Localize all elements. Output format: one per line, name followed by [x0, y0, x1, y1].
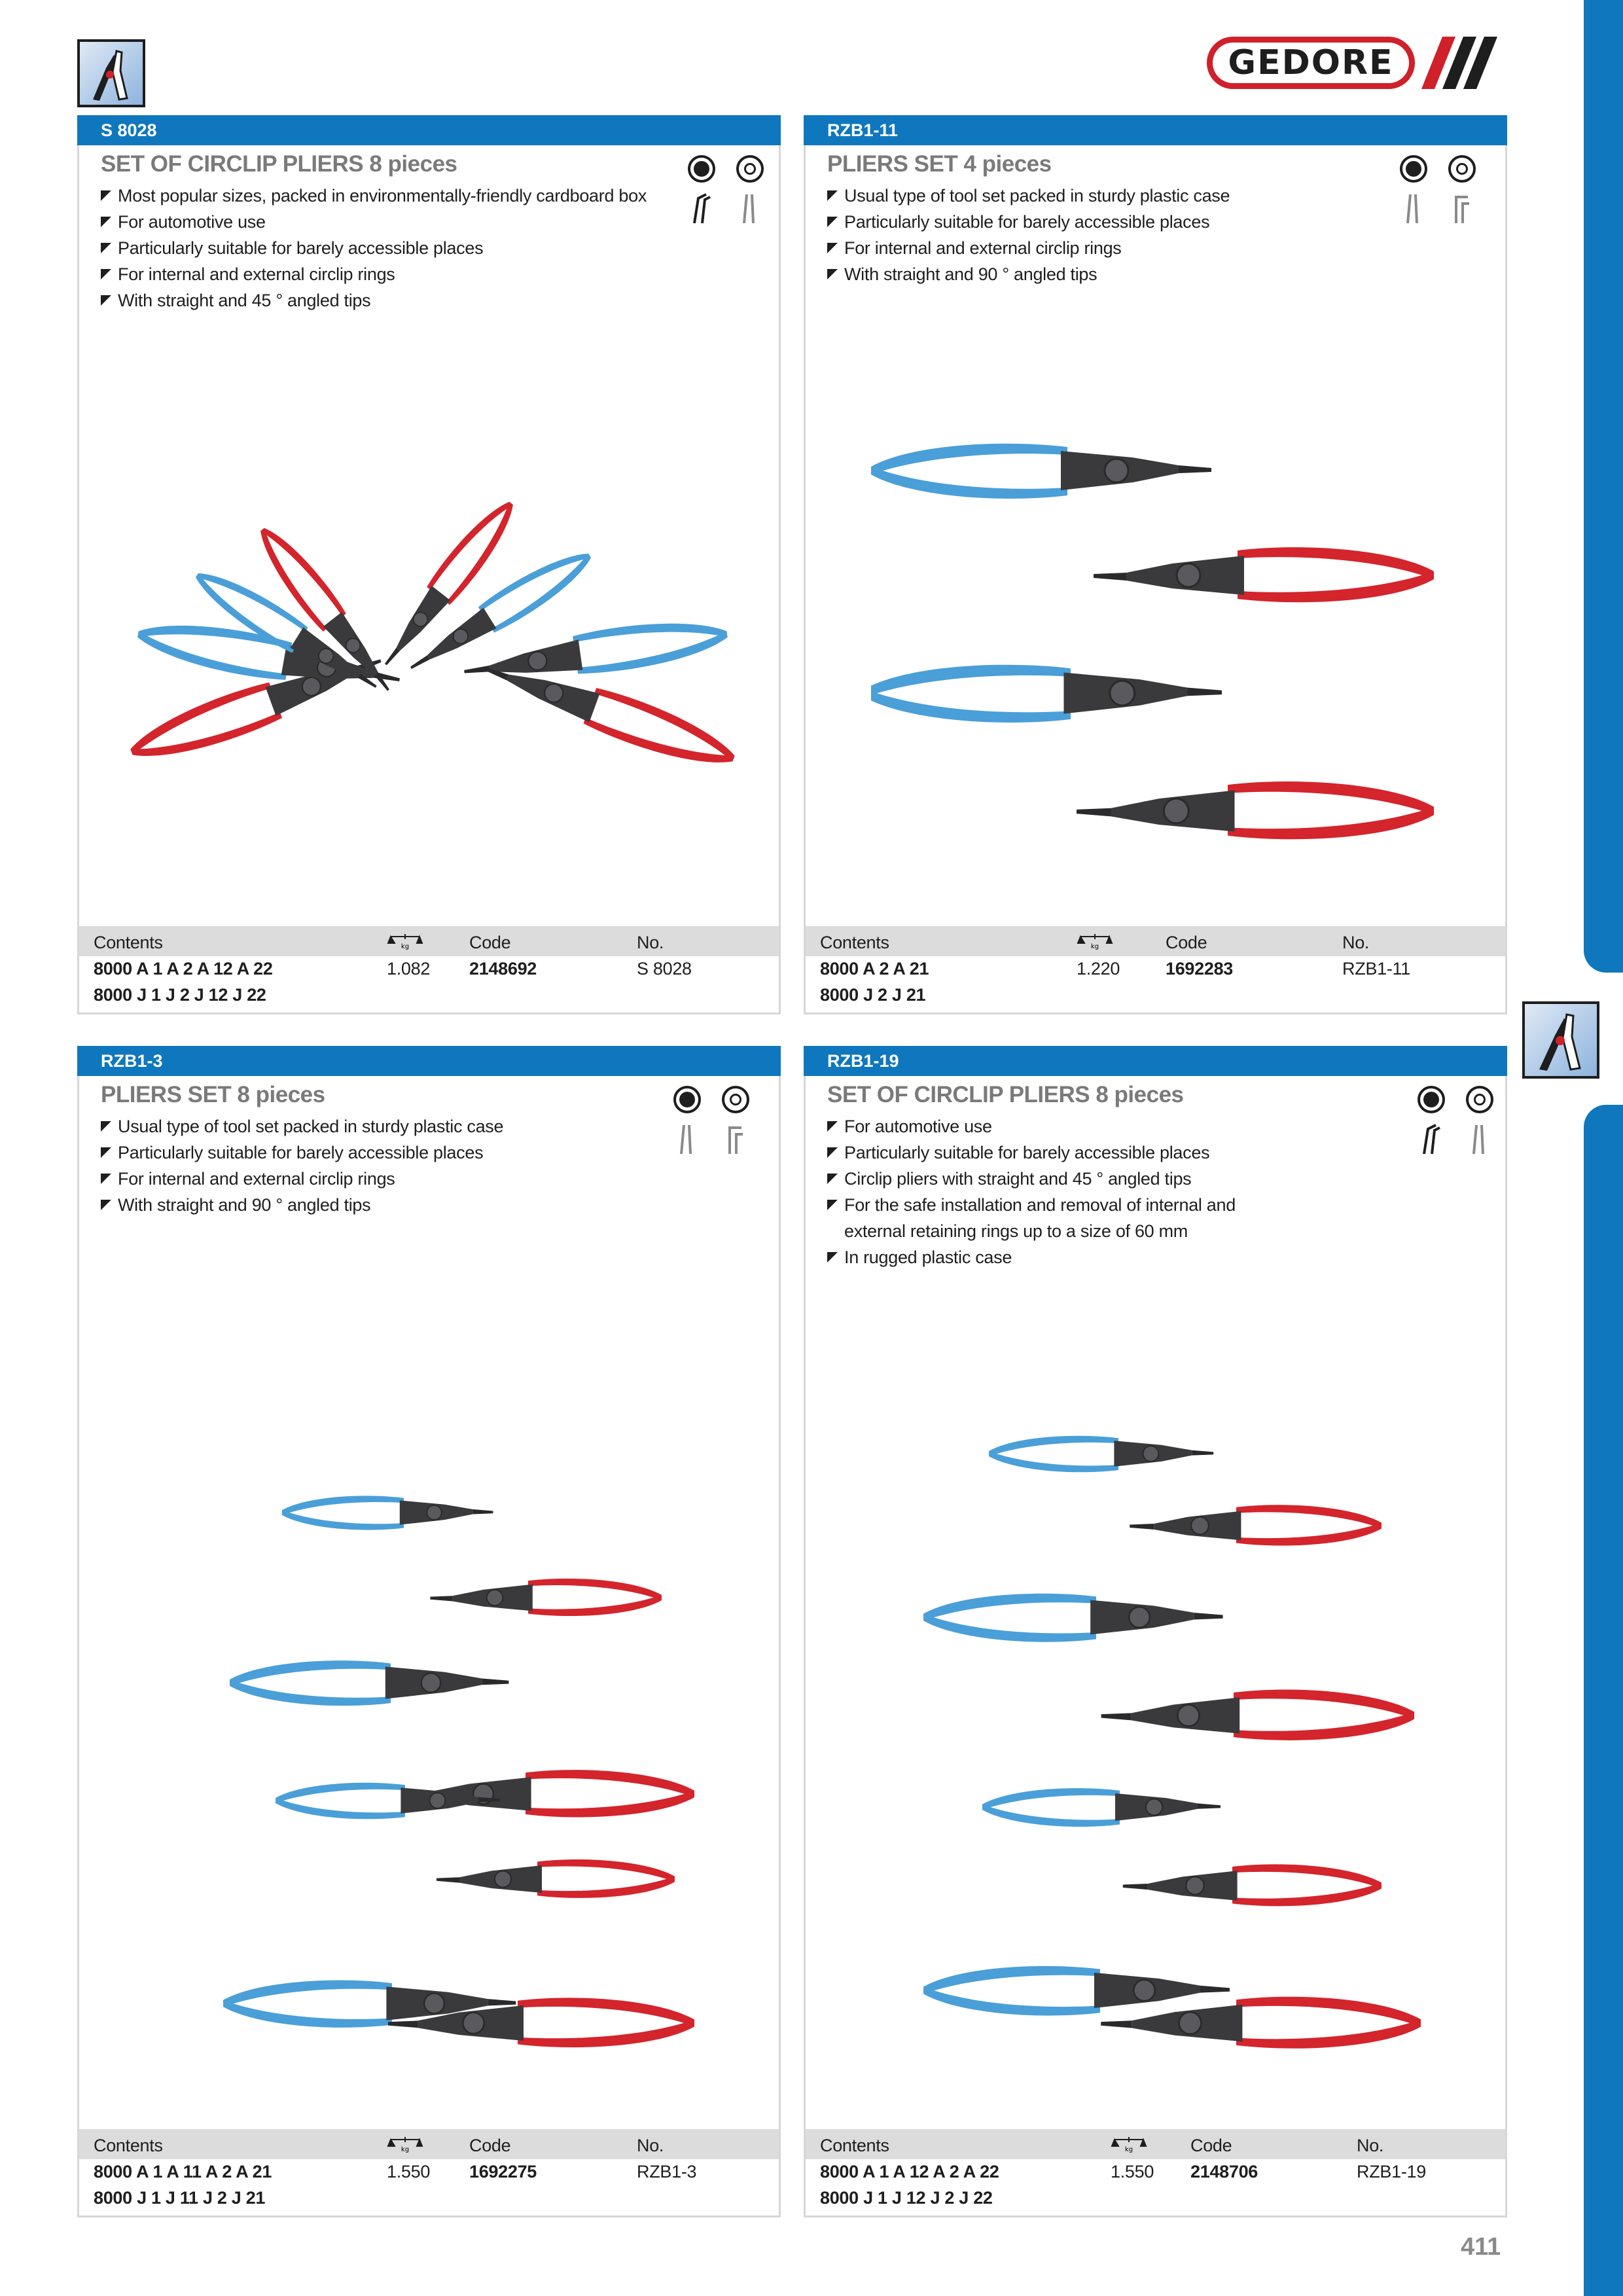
col-no: No.: [637, 2136, 664, 2155]
weight-value: 1.550: [1111, 2162, 1154, 2181]
pliers-category-icon: [77, 39, 145, 107]
svg-text:kg: kg: [1124, 2146, 1133, 2153]
table-row: 8000 J 1 J 12 J 2 J 22: [820, 2188, 993, 2208]
feature-item: With straight and 45 ° angled tips: [101, 287, 677, 314]
code-value: 1692275: [469, 2162, 537, 2181]
product-title: SET OF CIRCLIP PLIERS 8 pieces: [827, 1082, 1184, 1107]
spec-icons: [688, 155, 773, 227]
product-number: RZB1-11: [804, 115, 1507, 145]
table-row: 8000 J 1 J 11 J 2 J 21: [94, 2188, 266, 2208]
product-table: [806, 926, 1505, 1009]
feature-item: Usual type of tool set packed in sturdy plastic case: [827, 183, 1403, 209]
col-code: Code: [1166, 933, 1207, 952]
external-ring-icon: [1418, 1086, 1445, 1113]
feature-item: With straight and 90 ° angled tips: [101, 1192, 677, 1218]
feature-item: In rugged plastic case: [827, 1244, 1285, 1270]
feature-item: For internal and external circlip rings: [827, 235, 1403, 261]
feature-item: Particularly suitable for barely accessible places: [827, 1139, 1285, 1166]
product-title: PLIERS SET 8 pieces: [101, 1082, 325, 1107]
feature-item: For the safe installation and removal of internal and external retaining rings up to a size of 60 mm: [827, 1192, 1285, 1244]
feature-item: Particularly suitable for barely accessible places: [101, 1139, 677, 1166]
table-row: 8000 A 2 A 21 1.220 1692283 RZB1-11: [820, 959, 1410, 978]
spec-icons: [673, 1086, 758, 1158]
spec-icons: [1418, 1086, 1503, 1158]
feature-item: Particularly suitable for barely accessible places: [101, 235, 677, 261]
page-number: 411: [1461, 2233, 1501, 2261]
weight-value: 1.550: [387, 2162, 431, 2181]
col-no: No.: [1357, 2136, 1384, 2155]
product-panel-rzb1-3: [77, 1046, 781, 2217]
col-contents: Contents: [94, 933, 163, 952]
internal-ring-icon: [722, 1086, 749, 1113]
feature-item: Most popular sizes, packed in environmentally-friendly cardboard box: [101, 183, 677, 209]
table-row: 8000 J 2 J 21: [820, 985, 926, 1005]
logo-text: GEDORE: [1228, 43, 1394, 82]
product-image: [871, 418, 1460, 903]
product-table: [79, 926, 779, 1009]
angled-tip-icon: [690, 192, 713, 224]
feature-list: [101, 183, 677, 314]
product-panel-s8028: [77, 115, 781, 1014]
gedore-logo: [1207, 37, 1501, 89]
code-value: 2148706: [1190, 2162, 1258, 2181]
product-image: [118, 484, 747, 889]
feature-list: [827, 183, 1403, 287]
feature-item: With straight and 90 ° angled tips: [827, 261, 1403, 287]
no-value: S 8028: [637, 959, 692, 978]
internal-ring-icon: [1448, 155, 1476, 183]
table-row: 8000 A 1 A 11 A 2 A 21 1.550 1692275 RZB1-3: [94, 2162, 697, 2181]
angled-90-tip-icon: [724, 1122, 747, 1155]
svg-text:kg: kg: [1090, 943, 1099, 950]
col-contents: Contents: [820, 933, 889, 952]
angled-tip-icon: [1420, 1122, 1442, 1155]
feature-item: For automotive use: [827, 1113, 1285, 1139]
internal-ring-icon: [736, 155, 764, 183]
col-no: No.: [1342, 933, 1370, 952]
product-panel-rzb1-19: [804, 1046, 1507, 2217]
col-contents: Contents: [94, 2136, 163, 2155]
feature-item: For automotive use: [101, 209, 677, 235]
code-value: 1692283: [1166, 959, 1234, 978]
col-code: Code: [1190, 2136, 1232, 2155]
feature-item: For internal and external circlip rings: [101, 1166, 677, 1192]
angled-90-tip-icon: [1451, 192, 1473, 224]
weight-scale-icon: [387, 2136, 423, 2153]
section-tab-top: [1584, 0, 1623, 973]
product-panel-rzb1-11: [804, 115, 1507, 1014]
product-table: [806, 2129, 1505, 2212]
external-ring-icon: [1400, 155, 1427, 183]
table-row: 8000 A 1 A 12 A 2 A 22 1.550 2148706 RZB1-19: [820, 2162, 1426, 2181]
external-ring-icon: [688, 155, 715, 183]
code-value: 2148692: [469, 959, 537, 978]
svg-text:kg: kg: [401, 2146, 410, 2153]
no-value: RZB1-11: [1342, 959, 1410, 978]
weight-value: 1.220: [1077, 959, 1120, 978]
svg-text:kg: kg: [401, 943, 410, 950]
product-title: PLIERS SET 4 pieces: [827, 151, 1052, 177]
product-table: [79, 2129, 779, 2212]
feature-item: Usual type of tool set packed in sturdy plastic case: [101, 1113, 677, 1139]
col-no: No.: [637, 933, 664, 952]
feature-list: [101, 1113, 677, 1218]
external-ring-icon: [673, 1086, 701, 1113]
spec-icons: [1400, 155, 1485, 227]
straight-tip-icon: [1402, 192, 1425, 224]
product-number: S 8028: [77, 115, 781, 145]
feature-item: Particularly suitable for barely accessible places: [827, 209, 1403, 235]
no-value: RZB1-3: [637, 2162, 697, 2181]
col-code: Code: [469, 933, 511, 952]
feature-item: Circlip pliers with straight and 45 ° angled tips: [827, 1166, 1285, 1192]
product-image: [210, 1467, 721, 2121]
feature-item: For internal and external circlip rings: [101, 261, 677, 287]
table-row: 8000 J 1 J 2 J 12 J 22: [94, 985, 266, 1005]
col-contents: Contents: [820, 2136, 889, 2155]
weight-value: 1.082: [387, 959, 431, 978]
product-number: RZB1-3: [77, 1046, 781, 1076]
table-row: 8000 A 1 A 2 A 12 A 22 1.082 2148692 S 8028: [94, 959, 692, 978]
product-number: RZB1-19: [804, 1046, 1507, 1076]
straight-tip-icon: [676, 1122, 698, 1155]
weight-scale-icon: [387, 933, 423, 950]
weight-scale-icon: [1111, 2136, 1147, 2153]
internal-ring-icon: [1466, 1086, 1493, 1113]
section-tab-bottom: [1584, 1105, 1623, 2296]
product-title: SET OF CIRCLIP PLIERS 8 pieces: [101, 151, 457, 177]
product-image: [917, 1401, 1454, 2108]
pliers-category-icon-side[interactable]: [1522, 1001, 1599, 1079]
col-code: Code: [469, 2136, 511, 2155]
weight-scale-icon: [1077, 933, 1113, 950]
no-value: RZB1-19: [1357, 2162, 1426, 2181]
straight-tip-icon: [739, 192, 761, 224]
feature-list: [827, 1113, 1285, 1270]
straight-tip-icon: [1469, 1122, 1491, 1155]
